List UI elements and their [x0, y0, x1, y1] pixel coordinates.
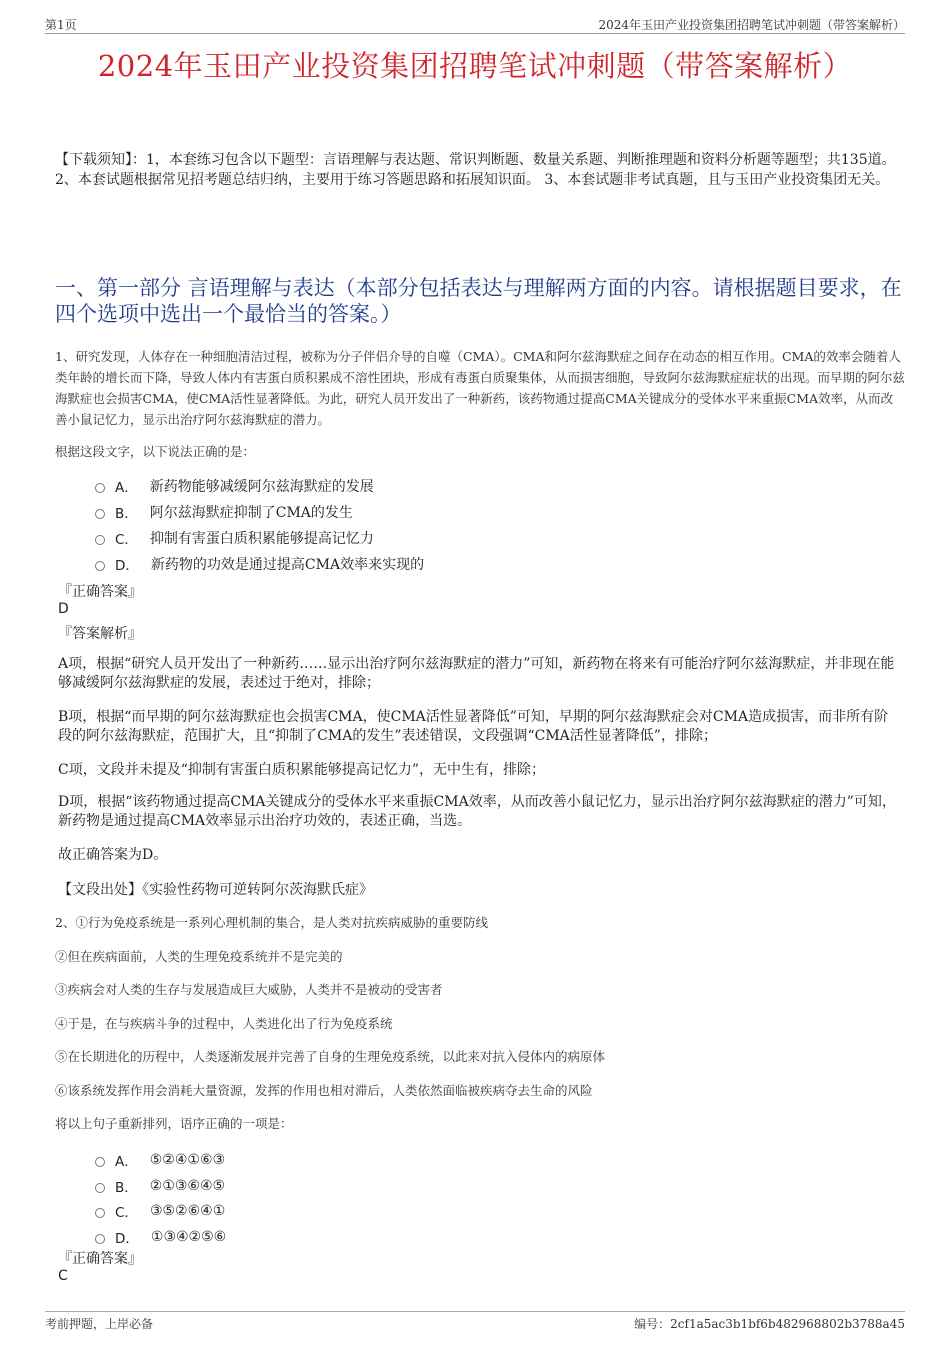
option-letter: D．: [115, 558, 139, 574]
q2-sentence-2: ②但在疾病面前，人类的生理免疫系统并不是完美的: [55, 949, 343, 964]
radio-icon[interactable]: [95, 535, 105, 545]
q1-analysis-d: D项，根据“该药物通过提高CMA关键成分的受体水平来重振CMA效率，从而改善小鼠记忆力，显示出治疗阿尔兹海默症的潜力”可知，新药物是通过提高CMA效率显示出治疗功效的，表述正确，当选。: [58, 794, 896, 829]
radio-icon[interactable]: [95, 483, 105, 493]
option-letter: D．: [115, 1231, 139, 1247]
option-text: 抑制有害蛋白质积累能够提高记忆力: [149, 531, 374, 547]
option-text: 新药物的功效是通过提高CMA效率来实现的: [150, 557, 425, 573]
footer-slogan: 考前押题，上岸必备: [45, 1317, 154, 1331]
q1-analysis-c: C项，文段并未提及“抑制有害蛋白质积累能够提高记忆力”，无中生有，排除；: [58, 762, 546, 778]
option-text: ⑤②④①⑥③: [149, 1152, 226, 1168]
radio-icon[interactable]: [95, 509, 105, 519]
q1-answer: D: [58, 601, 69, 617]
option-text: ②①③⑥④⑤: [149, 1178, 226, 1194]
option-text: ③⑤②⑥④①: [149, 1203, 226, 1219]
q1-answer-label: 『正确答案』: [58, 584, 142, 600]
footer-divider: [45, 1311, 905, 1312]
option-letter: A．: [115, 1154, 138, 1170]
question-1-stem: 1、研究发现，人体存在一种细胞清洁过程，被称为分子伴侣介导的自噬（CMA）。CMA和阿尔兹海默症之间存在动态的相互作用。CMA的效率会随着人类年龄的增长而下降，导致人体内有害蛋白质积累成不溶性团块，形成有毒蛋白质聚集体，从而损害细胞，导致阿尔兹海默症症状的出现。而早期的阿尔兹海默症也会损害CMA，使CMA活性显著降低。为此，研究人员开发出了一种新药，该药物通过提高CMA关键成分的受体水平来重振CMA效率，从而改善小鼠记忆力，显示出治疗阿尔兹海默症的潜力。: [55, 349, 906, 427]
document-title: 2024年玉田产业投资集团招聘笔试冲刺题（带答案解析）: [97, 49, 853, 83]
q2-option-a[interactable]: [95, 1150, 225, 1170]
q1-conclusion: 故正确答案为D。: [58, 847, 168, 863]
q1-analysis-b: B项，根据“而早期的阿尔兹海默症也会损害CMA，使CMA活性显著降低”可知，早期的阿尔兹海默症会对CMA造成损害，而非所有阶段的阿尔兹海默症，范围扩大，且“抑制了CMA的发生”表述错误，文段强调“CMA活性显著降低”，排除；: [58, 709, 889, 744]
q2-sentence-5: ⑤在长期进化的历程中，人类逐渐发展并完善了自身的生理免疫系统，以此来对抗入侵体内的病原体: [55, 1049, 606, 1064]
option-text: ①③④②⑤⑥: [150, 1229, 227, 1245]
question-2-prompt: 将以上句子重新排列，语序正确的一项是：: [55, 1116, 293, 1131]
radio-icon[interactable]: [95, 561, 105, 571]
option-letter: B．: [115, 506, 138, 522]
q2-sentence-4: ④于是，在与疾病斗争的过程中，人类进化出了行为免疫系统: [55, 1016, 393, 1031]
q2-sentence-6: ⑥该系统发挥作用会消耗大量资源，发挥的作用也相对滞后，人类依然面临被疾病夺去生命的风险: [55, 1083, 593, 1098]
option-text: 新药物能够减缓阿尔兹海默症的发展: [149, 479, 374, 495]
download-notice: 【下载须知】：1，本套练习包含以下题型：言语理解与表达题、常识判断题、数量关系题、判断推理题和资料分析题等题型；共135道。 2、本套试题根据常见招考题总结归纳，主要用于练习答题思路和拓展知识面。 3、本套试题非考试真题，且与玉田产业投资集团无关。: [55, 152, 896, 188]
section-heading: 一、第一部分 言语理解与表达（本部分包括表达与理解两方面的内容。请根据题目要求，在四个选项中选出一个最恰当的答案。）: [55, 276, 902, 326]
radio-icon[interactable]: [95, 1208, 105, 1218]
option-letter: C．: [115, 532, 138, 548]
q2-option-c[interactable]: [95, 1201, 225, 1221]
q1-option-a[interactable]: [95, 476, 374, 496]
q2-sentence-3: ③疾病会对人类的生存与发展造成巨大威胁，人类并不是被动的受害者: [55, 982, 443, 997]
document-code: 编号：2cf1a5ac3b1bf6b482968802b3788a45: [634, 1317, 905, 1331]
q2-answer-label: 『正确答案』: [58, 1251, 142, 1267]
option-letter: B．: [115, 1180, 138, 1196]
q2-sentence-1: 2、①行为免疫系统是一系列心理机制的集合，是人类对抗疾病威胁的重要防线: [55, 915, 488, 930]
radio-icon[interactable]: [95, 1234, 105, 1244]
q1-option-c[interactable]: [95, 528, 374, 548]
radio-icon[interactable]: [95, 1157, 105, 1167]
q2-answer: C: [58, 1268, 68, 1284]
q1-option-b[interactable]: [95, 502, 353, 522]
q1-analysis-label: 『答案解析』: [58, 626, 142, 642]
q2-option-b[interactable]: [95, 1176, 225, 1196]
q1-option-d[interactable]: [95, 554, 424, 574]
running-title: 2024年玉田产业投资集团招聘笔试冲刺题（带答案解析）: [598, 18, 905, 32]
option-letter: C．: [115, 1205, 138, 1221]
header-divider: [45, 33, 905, 34]
q1-analysis-a: A项，根据“研究人员开发出了一种新药……显示出治疗阿尔兹海默症的潜力”可知，新药物在将来有可能治疗阿尔兹海默症，并非现在能够减缓阿尔兹海默症的发展，表述过于绝对，排除；: [58, 656, 895, 691]
question-1-prompt: 根据这段文字，以下说法正确的是：: [55, 444, 256, 459]
q2-option-d[interactable]: [95, 1227, 226, 1247]
q1-source: 【文段出处】《实验性药物可逆转阿尔茨海默氏症》: [58, 882, 373, 898]
radio-icon[interactable]: [95, 1183, 105, 1193]
option-letter: A．: [115, 480, 138, 496]
option-text: 阿尔兹海默症抑制了CMA的发生: [149, 505, 353, 521]
page-number: 第1页: [45, 18, 77, 32]
